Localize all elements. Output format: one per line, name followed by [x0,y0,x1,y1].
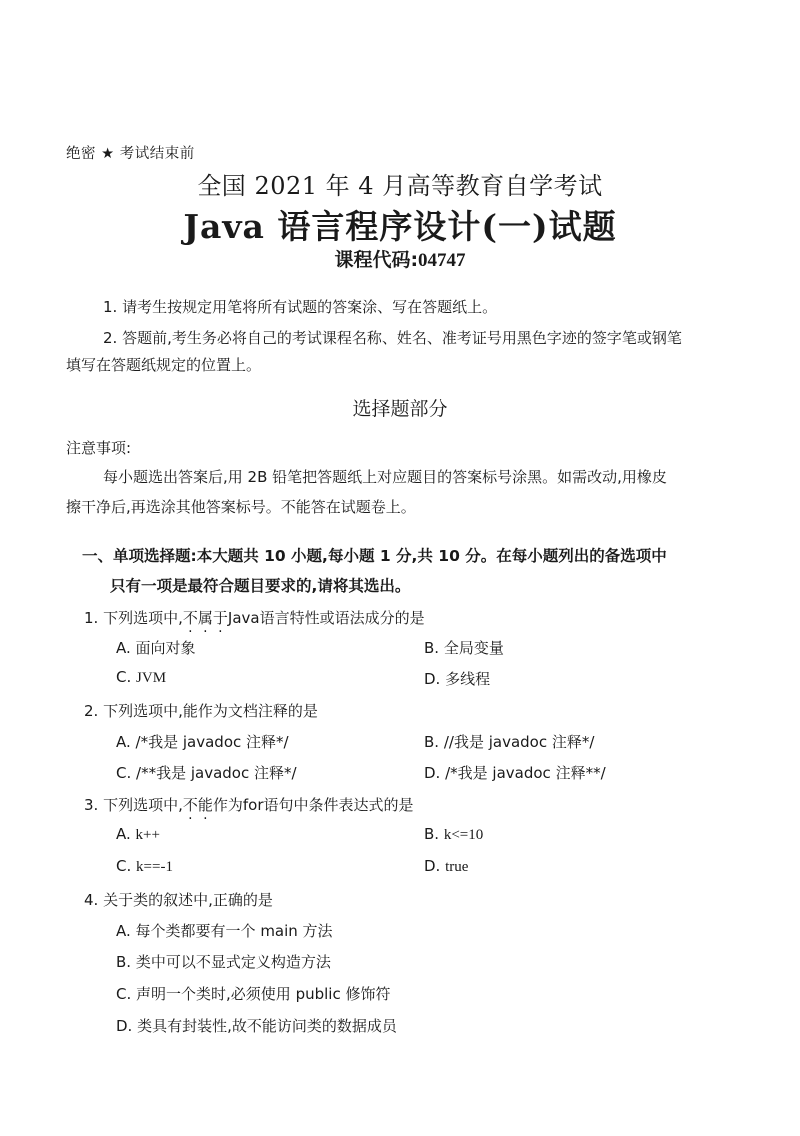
emphasis-char: 能 [197,796,213,814]
q1-option-a: A. 面向对象 [116,639,196,657]
q2-option-b: B. //我是 javadoc 注释*/ [424,733,595,751]
q4-option-c: C. 声明一个类时,必须使用 public 修饰符 [116,985,391,1003]
instruction-1: 1. 请考生按规定用笔将所有试题的答案涂、写在答题纸上。 [103,298,498,316]
question-number: 1. [84,609,99,627]
question-text: 关于类的叙述中,正确的是 [103,891,273,909]
exam-title: 全国 2021 年 4 月高等教育自学考试 [197,172,603,200]
q1-option-b: B. 全局变量 [424,639,504,657]
q3-option-b: B. k<=10 [424,825,484,843]
q3-option-d: D. true [424,857,469,875]
q2-option-d: D. /*我是 javadoc 注释**/ [424,764,606,782]
part-one-heading-cont: 只有一项是最符合题目要求的,请将其选出。 [110,577,411,595]
emphasis-char: 于 [212,609,228,627]
question-number: 2. [84,702,99,720]
section-title: 选择题部分 [352,398,448,420]
q1-option-d: D. 多线程 [424,670,491,688]
course-code-label: 课程代码: [334,249,419,271]
question-2 [84,700,318,721]
course-code-value: 04747 [418,250,466,271]
part-one-heading: 一、单项选择题:本大题共 10 小题,每小题 1 分,共 10 分。在每小题列出的备选项中 [82,547,667,565]
notice-line-1: 每小题选出答案后,用 2B 铅笔把答题纸上对应题目的答案标号涂黑。如需改动,用橡皮 [103,468,667,486]
instruction-2-cont: 填写在答题纸规定的位置上。 [66,356,262,374]
question-3 [84,794,414,815]
emphasis-char: 不 [182,796,198,814]
subject-title: Java 语言程序设计(一)试题 [183,207,617,246]
question-text-pre: 下列选项中, [103,796,183,814]
question-1 [84,607,425,628]
emphasis-char: 属 [197,609,213,627]
emphasis-char: 不 [182,609,198,627]
notice-line-2: 擦干净后,再选涂其他答案标号。不能答在试题卷上。 [66,498,416,516]
question-text: 下列选项中,能作为文档注释的是 [103,702,318,720]
confidential-label: 绝密 ★ 考试结束前 [66,146,195,162]
q4-option-b: B. 类中可以不显式定义构造方法 [116,953,331,971]
notice-heading: 注意事项: [66,439,132,457]
q1-option-c: C. JVM [116,668,167,686]
course-code [0,245,800,272]
q2-option-c: C. /**我是 javadoc 注释*/ [116,764,297,782]
q3-option-a: A. k++ [116,825,160,843]
question-text-post: 作为for语句中条件表达式的是 [212,796,414,814]
q3-option-c: C. k==-1 [116,857,173,875]
instruction-2: 2. 答题前,考生务必将自己的考试课程名称、姓名、准考证号用黑色字迹的签字笔或钢笔 [103,329,682,347]
q4-option-a: A. 每个类都要有一个 main 方法 [116,922,333,940]
q2-option-a: A. /*我是 javadoc 注释*/ [116,733,289,751]
q4-option-d: D. 类具有封装性,故不能访问类的数据成员 [116,1017,397,1035]
question-text-pre: 下列选项中, [103,609,183,627]
question-number: 4. [84,891,99,909]
question-number: 3. [84,796,99,814]
question-4 [84,889,273,910]
question-text-post: Java语言特性或语法成分的是 [227,609,425,627]
